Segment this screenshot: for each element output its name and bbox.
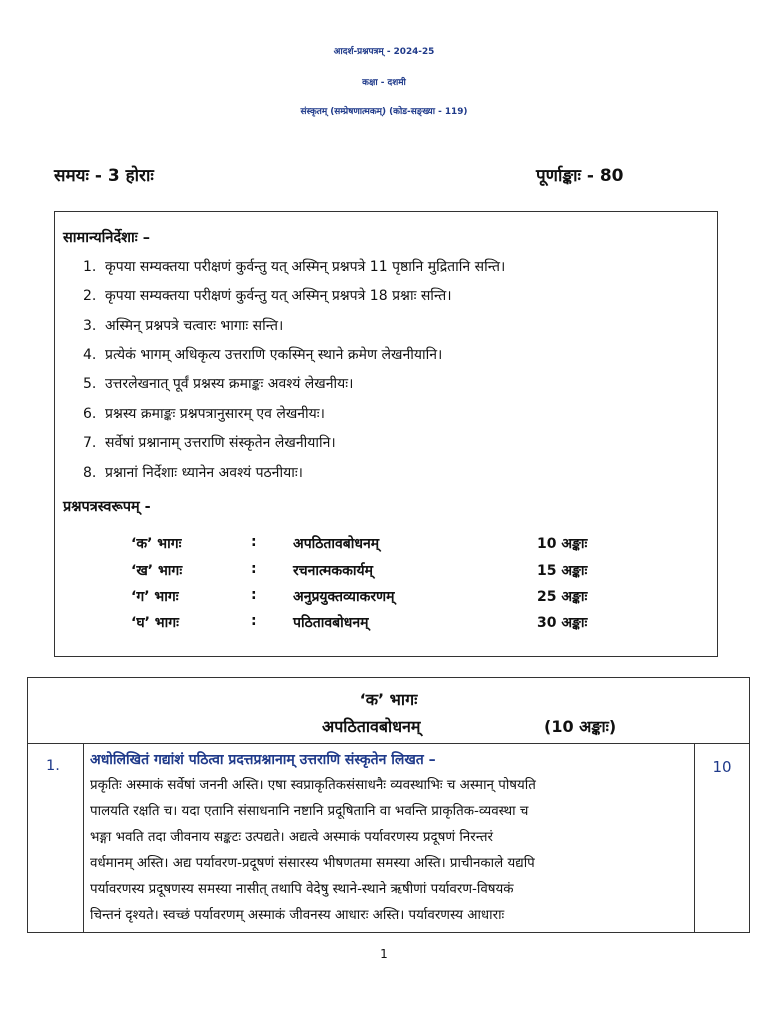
structure-row xyxy=(55,534,715,556)
instruction-item xyxy=(83,463,303,482)
question-instruction: अधोलिखितं गद्यांशं पठित्वा प्रदत्तप्रश्नानाम् उत्तराणि संस्कृतेन लिखत – xyxy=(90,752,436,768)
general-instructions-box xyxy=(54,211,718,657)
passage-line: वर्धमानम् अस्ति। अद्य पर्यावरण-प्रदूषणं संसारस्य भीषणतमा समस्या अस्ति। प्राचीनकाले यद्यपि xyxy=(90,856,535,871)
instruction-number: 3. xyxy=(83,318,97,334)
structure-colon: : xyxy=(251,587,257,603)
instruction-item xyxy=(83,316,283,335)
instruction-item xyxy=(83,345,442,364)
structure-name: अपठितावबोधनम् xyxy=(293,536,380,552)
passage-line: पालयति रक्षति च। यदा एतानि संसाधनानि नष्टानि प्रदूषितानि वा भवन्ति प्राकृतिक-व्यवस्था च xyxy=(90,804,529,819)
structure-part: ‘घ’ भागः xyxy=(131,615,179,631)
instruction-item xyxy=(83,433,336,452)
instruction-text: उत्तरलेखनात् पूर्वं प्रश्नस्य क्रमाङ्कः अवश्यं लेखनीयः। xyxy=(105,376,354,392)
paper-structure-heading: प्रश्नपत्रस्वरूपम् - xyxy=(63,499,151,515)
section-title: अपठितावबोधनम् xyxy=(322,717,421,736)
instruction-text: प्रश्नस्य क्रमाङ्कः प्रश्नपत्रानुसारम् एव लेखनीयः। xyxy=(105,406,325,422)
instruction-number: 5. xyxy=(83,376,97,392)
question-marks-cell xyxy=(695,744,749,932)
structure-marks: 10 अङ्काः xyxy=(537,536,588,552)
structure-part: ‘ख’ भागः xyxy=(131,563,183,579)
instructions-heading: सामान्यनिर्देशाः – xyxy=(63,230,151,246)
instruction-text: प्रश्नानां निर्देशाः ध्यानेन अवश्यं पठनीयाः। xyxy=(105,465,303,481)
section-table xyxy=(27,677,750,933)
instruction-text: प्रत्येकं भागम् अधिकृत्य उत्तराणि एकस्मिन् स्थाने क्रमेण लेखनीयानि। xyxy=(105,347,443,363)
paper-title: आदर्श-प्रश्नपत्रम् - 2024-25 xyxy=(333,47,435,57)
section-part-label: ‘क’ भागः xyxy=(359,690,418,709)
instruction-text: कृपया सम्यक्तया परीक्षणं कुर्वन्तु यत् अस्मिन् प्रश्नपत्रे 18 प्रश्नाः सन्ति। xyxy=(105,288,452,304)
structure-name: रचनात्मककार्यम् xyxy=(293,563,373,579)
instruction-item xyxy=(83,257,505,276)
structure-colon: : xyxy=(251,561,257,577)
instruction-text: सर्वेषां प्रश्नानाम् उत्तराणि संस्कृतेन लेखनीयानि। xyxy=(105,435,336,451)
question-number-cell xyxy=(28,744,84,932)
structure-part: ‘ग’ भागः xyxy=(131,589,179,605)
instruction-number: 7. xyxy=(83,435,97,451)
question-number: 1. xyxy=(46,758,60,774)
instruction-item xyxy=(83,286,452,305)
instruction-text: कृपया सम्यक्तया परीक्षणं कुर्वन्तु यत् अस्मिन् प्रश्नपत्रे 11 पृष्ठानि मुद्रितानि सन्ति। xyxy=(105,259,506,275)
instruction-item xyxy=(83,374,353,393)
passage-line: चिन्तनं दृश्यते। स्वच्छं पर्यावरणम् अस्माकं जीवनस्य आधारः अस्ति। पर्यावरणस्य आधाराः xyxy=(90,908,505,923)
class-title: कक्षा - दशमी xyxy=(362,78,406,88)
structure-colon: : xyxy=(251,613,257,629)
instruction-number: 6. xyxy=(83,406,97,422)
section-header xyxy=(28,678,749,744)
question-text-cell xyxy=(84,744,695,932)
passage-line: पर्यावरणस्य प्रदूषणस्य समस्या नासीत् तथापि वेदेषु स्थाने-स्थाने ऋषीणां पर्यावरण-विषयकं xyxy=(90,882,514,897)
structure-row xyxy=(55,587,715,609)
section-marks: (10 अङ्काः) xyxy=(544,717,617,736)
total-marks: पूर्णाङ्काः - 80 xyxy=(536,166,624,186)
instruction-number: 8. xyxy=(83,465,97,481)
instruction-text: अस्मिन् प्रश्नपत्रे चत्वारः भागाः सन्ति। xyxy=(105,318,284,334)
passage-line: प्रकृतिः अस्माकं सर्वेषां जननी अस्ति। एषा स्वप्राकृतिकसंसाधनैः व्यवस्थाभिः च अस्मान् पोषयति xyxy=(90,778,536,793)
instruction-number: 2. xyxy=(83,288,97,304)
structure-marks: 30 अङ्काः xyxy=(537,615,588,631)
instruction-number: 1. xyxy=(83,259,97,275)
structure-row xyxy=(55,561,715,583)
instruction-item xyxy=(83,404,325,423)
structure-name: पठितावबोधनम् xyxy=(293,615,369,631)
structure-colon: : xyxy=(251,534,257,550)
question-marks: 10 xyxy=(712,758,732,776)
instruction-number: 4. xyxy=(83,347,97,363)
structure-name: अनुप्रयुक्तव्याकरणम् xyxy=(293,589,395,605)
time-allowed: समयः - 3 होराः xyxy=(54,166,154,186)
structure-part: ‘क’ भागः xyxy=(131,536,182,552)
passage-line: भङ्गा भवति तदा जीवनाय सङ्कटः उत्पद्यते। अद्यत्वे अस्माकं पर्यावरणस्य प्रदूषणं निरन्तरं xyxy=(90,830,493,845)
structure-marks: 15 अङ्काः xyxy=(537,563,588,579)
subject-title: संस्कृतम् (सम्प्रेषणात्मकम्) (कोड-सङ्ख्या - 119) xyxy=(300,107,468,117)
structure-row xyxy=(55,613,715,635)
structure-marks: 25 अङ्काः xyxy=(537,589,588,605)
page-number: 1 xyxy=(380,947,388,961)
